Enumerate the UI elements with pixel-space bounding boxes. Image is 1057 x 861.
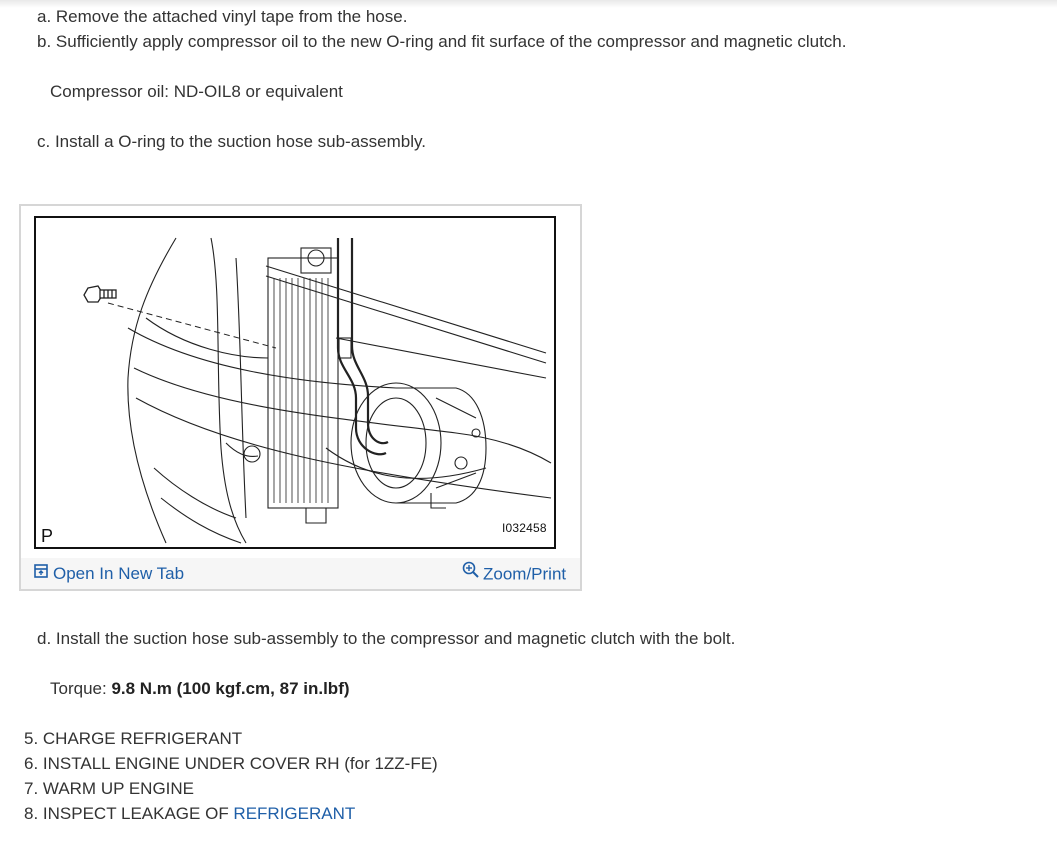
figure-letter: P <box>41 526 54 546</box>
compressor-illustration <box>36 218 554 547</box>
step-d: d. Install the suction hose sub-assembly to the compressor and magnetic clutch with the bolt. <box>37 629 736 648</box>
torque-label: Torque: <box>50 679 112 698</box>
torque-value: 9.8 N.m (100 kgf.cm, 87 in.lbf) <box>111 679 350 698</box>
procedure-prefix: 8. INSPECT LEAKAGE OF <box>24 804 234 823</box>
zoom-print-link[interactable] <box>462 563 566 587</box>
step-b: b. Sufficiently apply compressor oil to the new O-ring and fit surface of the compressor and magnetic clutch. <box>37 32 847 51</box>
open-in-new-tab-label: Open In New Tab <box>53 564 185 583</box>
procedure-item: 7. WARM UP ENGINE <box>24 779 195 798</box>
procedure-item: 6. INSTALL ENGINE UNDER COVER RH (for 1ZZ-FE) <box>24 754 438 773</box>
refrigerant-link[interactable]: REFRIGERANT <box>233 804 356 823</box>
zoom-plus-icon <box>462 561 480 585</box>
panel-curve <box>128 238 176 543</box>
figure-number: I032458 <box>502 521 547 535</box>
procedure-item <box>24 803 355 825</box>
illustration-frame[interactable] <box>34 216 556 549</box>
figure-container <box>19 204 582 591</box>
open-external-icon <box>34 562 48 584</box>
bolt-icon <box>84 286 116 302</box>
step-c: c. Install a O-ring to the suction hose sub-assembly. <box>37 132 426 151</box>
step-a: a. Remove the attached vinyl tape from the hose. <box>37 7 408 26</box>
torque-spec <box>50 678 350 700</box>
figure-toolbar <box>21 558 580 589</box>
zoom-print-label: Zoom/Print <box>483 564 567 584</box>
open-in-new-tab-link[interactable] <box>34 563 184 586</box>
oil-spec: Compressor oil: ND-OIL8 or equivalent <box>50 82 343 101</box>
procedure-item: 5. CHARGE REFRIGERANT <box>24 729 243 748</box>
